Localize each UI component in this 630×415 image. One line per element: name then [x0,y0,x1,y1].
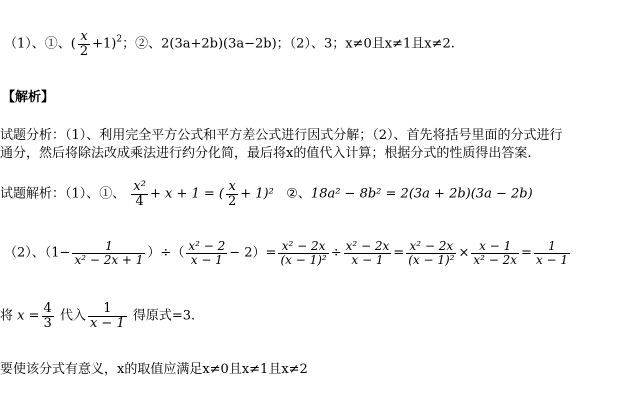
substitute-fy-den: x − 1 [89,315,125,331]
part2-div2: ÷ [330,245,342,261]
substitute-x-eq: x = [17,308,40,324]
part2-f1-num: 1 [105,239,113,253]
part2-f5-num: x² − 2x [409,239,454,253]
part2-f1-den: x² − 2x + 1 [74,252,144,267]
section-title: 【解析】 [2,90,55,105]
substitute-a: 将 [0,308,14,324]
answer-fraction-den: 2 [79,43,89,59]
part2-close: − 2）= [229,245,277,261]
part2-f3-num: x² − 2x [281,239,326,253]
substitute-fx-den: 3 [43,315,52,331]
part2-times: × [458,245,470,261]
part2-f7-den: x − 1 [535,252,569,267]
answer-fraction-num: x [80,29,88,44]
substitute-line [0,302,195,330]
solution-frac-den: 2 [227,193,237,209]
part2-f3 [278,240,328,266]
part2-f6-num: x − 1 [479,239,512,253]
part2-f6 [471,240,519,266]
solution-part2-label: ②、 [286,186,311,202]
part2-f5 [406,240,456,266]
part2-f2-den: x − 1 [186,253,227,267]
part2-f7-num: 1 [548,239,556,253]
conclusion: 要使该分式有意义，x的取值应满足x≠0且x≠1且x≠2 [0,362,308,377]
solution-label: 试题解析：（1）、①、 [0,186,126,202]
solution-frac-x2 [131,180,148,208]
part2-f2-num: x² − 2 [188,239,226,253]
answer-fraction [78,30,90,58]
part2-line [4,240,572,266]
substitute-c: 得原式=3. [132,308,196,324]
answer-part1-prefix: （1）、①、( [4,36,76,52]
solution-line [0,180,533,208]
analysis-line1: 试题分析：（1）、利用完全平方公式和平方差公式进行因式分解；（2）、首先将括号里面的分式进行 [0,128,563,143]
answer-after-frac: +1) [92,36,117,52]
substitute-frac-1 [88,302,127,330]
solution-frac-x2-den: 4 [131,194,148,209]
solution-frac-x-2 [226,180,238,208]
part2-f4-den: x − 1 [344,253,392,267]
answer-exp: 2 [116,34,123,45]
substitute-fx-num: 4 [43,301,52,316]
substitute-fy-num: 1 [103,301,112,316]
analysis-line2: 通分，然后将除法改成乘法进行约分化简，最后将x的值代入计算；根据分式的性质得出答案. [0,146,532,161]
solution-tail: + 1)² [240,186,274,202]
part2-eq2: = [521,245,532,261]
part2-label: （2）、（1− [4,245,71,261]
part2-div: ）÷（ [147,245,185,261]
part2-f4 [344,240,392,266]
solution-e2: 18a² − 8b² = 2(3a + 2b)(3a − 2b) [310,186,533,202]
substitute-b: 代入 [59,308,86,324]
solution-frac-num: x [228,179,236,194]
part2-f7 [534,240,570,266]
part2-f3-den: (x − 1)² [280,252,327,267]
solution-mid: + x + 1 = ( [149,186,224,202]
part2-f1 [72,240,145,266]
substitute-frac-4-3 [42,302,54,330]
part2-eq: = [393,245,405,261]
solution-frac-x2-num: x² [133,179,146,194]
answer-part1-b: ；②、2(3a+2b)(3a−2b)；（2）、3；x≠0且x≠1且x≠2. [122,36,455,52]
part2-f5-den: (x − 1)² [408,252,455,267]
part2-f6-den: x² − 2x [473,252,518,267]
part2-f4-num: x² − 2x [345,239,390,253]
part2-f2 [186,240,227,266]
answer-line [4,30,455,58]
